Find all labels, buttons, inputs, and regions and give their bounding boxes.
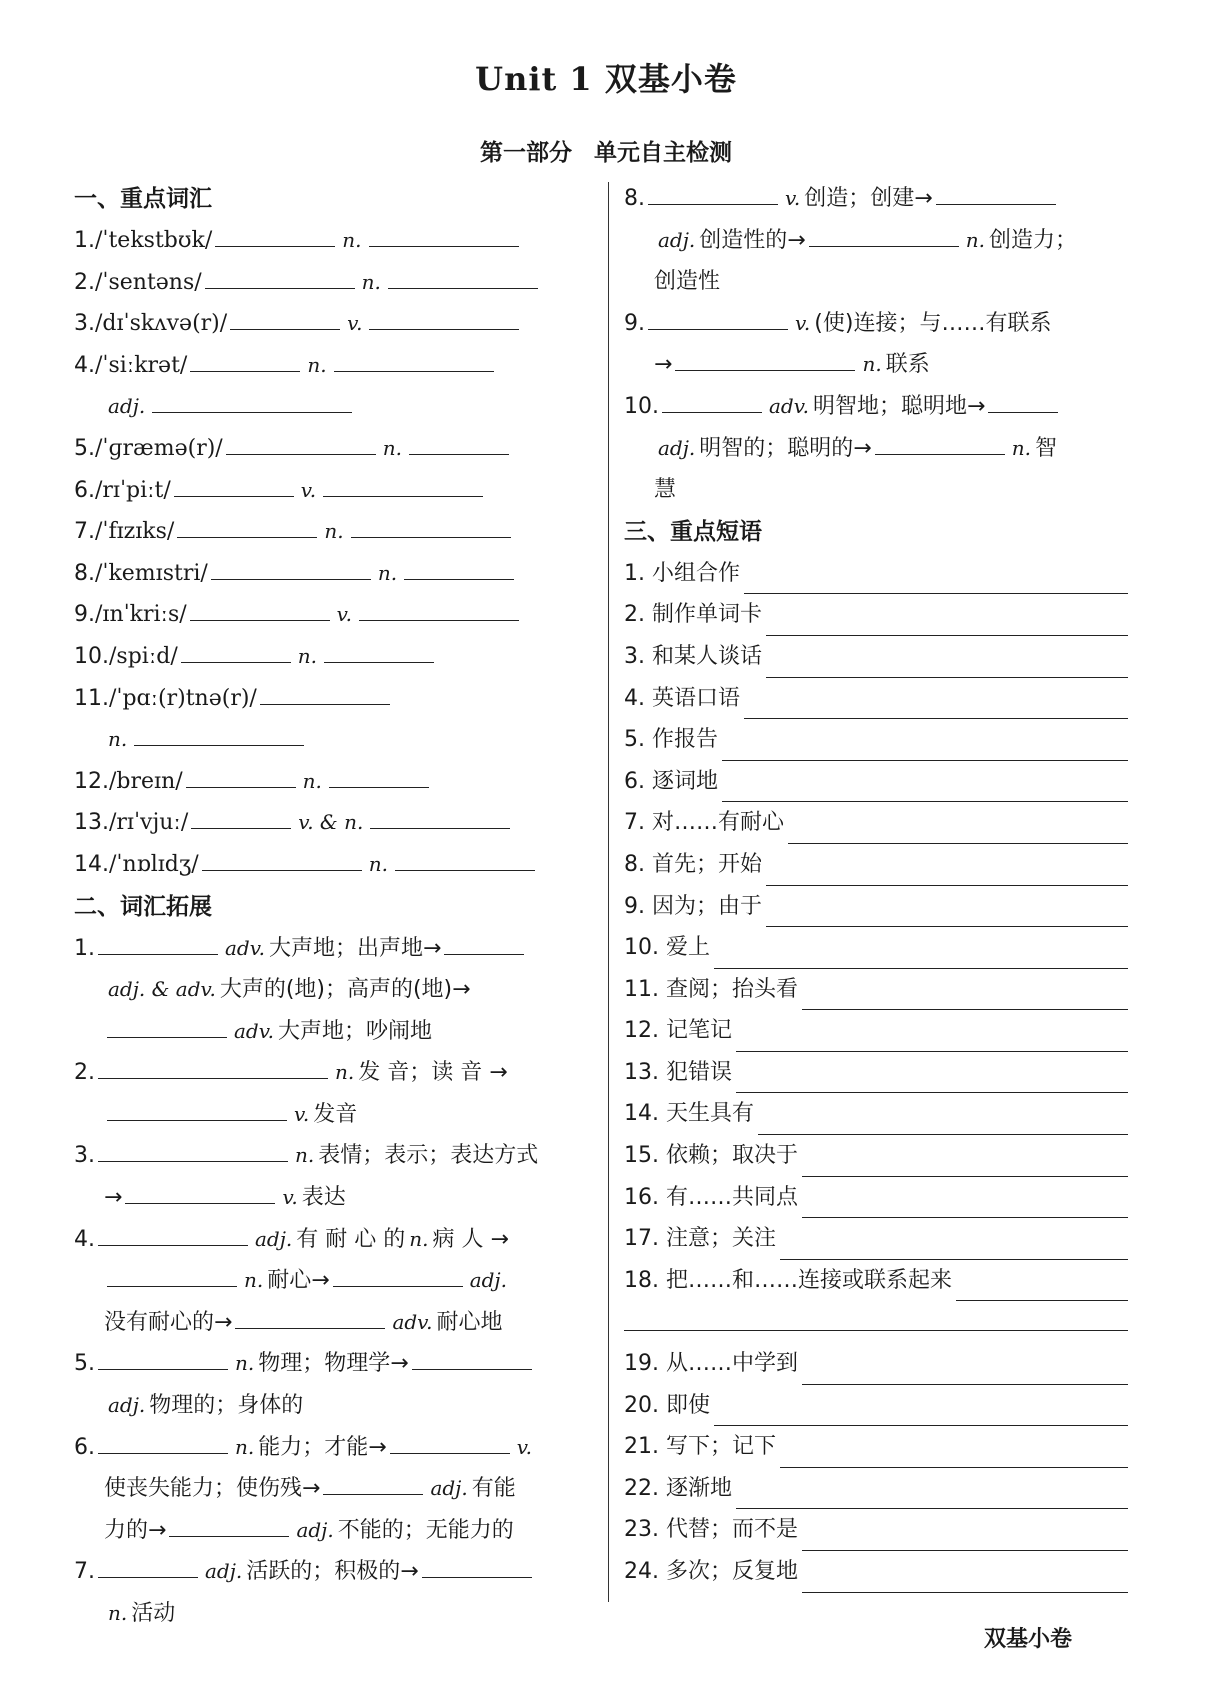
extension-item: 10. adv. 明智地；聪明地→ xyxy=(624,386,1140,428)
part-name: 单元自主检测 xyxy=(594,139,732,166)
answer-blank[interactable] xyxy=(648,305,788,330)
answer-blank[interactable] xyxy=(324,638,434,663)
phrase-label: 8. 首先；开始 xyxy=(624,851,762,877)
answer-blank[interactable] xyxy=(744,692,1128,719)
extension-item-cont: adv. 大声地；吵闹地 xyxy=(74,1011,594,1053)
answer-blank[interactable] xyxy=(422,1553,532,1578)
answer-blank[interactable] xyxy=(780,1233,1128,1260)
phrase-label: 6. 逐词地 xyxy=(624,768,718,794)
extension-item-cont: → v. 表达 xyxy=(74,1177,594,1219)
answer-blank[interactable] xyxy=(744,567,1128,594)
answer-blank[interactable] xyxy=(662,388,762,413)
answer-blank[interactable] xyxy=(648,180,778,205)
answer-blank[interactable] xyxy=(624,1330,1128,1331)
phrase-label: 18. 把……和……连接或联系起来 xyxy=(624,1267,952,1293)
phrase-item xyxy=(624,1509,1140,1551)
phrase-item xyxy=(624,1551,1140,1593)
answer-blank[interactable] xyxy=(174,472,294,497)
answer-blank[interactable] xyxy=(177,513,317,538)
answer-blank[interactable] xyxy=(107,1013,227,1038)
phrase-item xyxy=(624,678,1140,720)
phrase-label: 10. 爱上 xyxy=(624,935,710,961)
extension-item: 7. adj. 活跃的；积极的→ xyxy=(74,1551,594,1593)
phrase-label: 15. 依赖；取决于 xyxy=(624,1143,798,1169)
answer-blank[interactable] xyxy=(369,222,519,247)
answer-blank[interactable] xyxy=(675,346,855,371)
phrase-item xyxy=(624,1260,1140,1302)
column-divider xyxy=(608,182,609,1602)
phrase-item xyxy=(624,1468,1140,1510)
answer-blank[interactable] xyxy=(215,222,335,247)
answer-blank[interactable] xyxy=(98,930,218,955)
footer-label: 双基小卷 xyxy=(984,1627,1073,1652)
phrase-label: 13. 犯错误 xyxy=(624,1059,732,1085)
section-heading-vocabulary: 一、重点词汇 xyxy=(74,186,212,212)
vocab-item: 10./spiːd/ n. xyxy=(74,636,594,678)
phrase-label: 5. 作报告 xyxy=(624,727,718,753)
extension-item: 1. adv. 大声地；出声地→ xyxy=(74,928,594,970)
phrase-item-cont xyxy=(624,1301,1140,1343)
phrase-item xyxy=(624,594,1140,636)
answer-blank[interactable] xyxy=(351,513,511,538)
phrase-item xyxy=(624,1385,1140,1427)
extension-item: 8. v. 创造；创建→ xyxy=(624,178,1140,220)
answer-blank[interactable] xyxy=(412,1345,532,1370)
vocab-item: 5./ˈɡræmə(r)/ n. xyxy=(74,428,594,470)
answer-blank[interactable] xyxy=(758,1108,1128,1135)
vocab-item-cont: adj. xyxy=(74,386,594,428)
extension-item-cont: adj. 创造性的→ n. 创造力； xyxy=(624,220,1140,262)
answer-blank[interactable] xyxy=(788,817,1128,844)
answer-blank[interactable] xyxy=(404,555,514,580)
phrase-label: 21. 写下；记下 xyxy=(624,1434,776,1460)
answer-blank[interactable] xyxy=(780,1441,1128,1468)
phrase-item xyxy=(624,802,1140,844)
phrase-label: 4. 英语口语 xyxy=(624,685,740,711)
answer-blank[interactable] xyxy=(334,347,494,372)
answer-blank[interactable] xyxy=(956,1274,1128,1301)
answer-blank[interactable] xyxy=(390,1429,510,1454)
answer-blank[interactable] xyxy=(107,1262,237,1287)
phrase-item xyxy=(624,927,1140,969)
vocab-item: 2./ˈsentəns/ n. xyxy=(74,262,594,304)
phrase-label: 9. 因为；由于 xyxy=(624,893,762,919)
extension-item: 2. n. 发 音；读 音 → xyxy=(74,1052,594,1094)
answer-blank[interactable] xyxy=(152,388,352,413)
answer-blank[interactable] xyxy=(802,1566,1128,1593)
section-heading-key-phrases: 三、重点短语 xyxy=(624,518,762,545)
part-label: 第一部分 xyxy=(480,139,572,166)
answer-blank[interactable] xyxy=(323,472,483,497)
extension-item-cont: adj. 物理的；身体的 xyxy=(108,1393,304,1419)
extension-item-cont: 创造性 xyxy=(654,269,721,295)
phrase-item xyxy=(624,1052,1140,1094)
phrase-item xyxy=(624,1093,1140,1135)
phrase-item xyxy=(624,719,1140,761)
phrase-item xyxy=(624,1343,1140,1385)
answer-blank[interactable] xyxy=(802,1524,1128,1551)
extension-item: 5. n. 物理；物理学→ xyxy=(74,1343,594,1385)
answer-blank[interactable] xyxy=(359,596,519,621)
phrase-label: 17. 注意；关注 xyxy=(624,1226,776,1252)
phrase-item xyxy=(624,1426,1140,1468)
phrase-label: 12. 记笔记 xyxy=(624,1018,732,1044)
vocab-item: 11./ˈpɑː(r)tnə(r)/ xyxy=(74,678,594,720)
answer-blank[interactable] xyxy=(107,1096,287,1121)
phrase-label: 11. 查阅；抬头看 xyxy=(624,976,798,1002)
answer-blank[interactable] xyxy=(190,347,300,372)
phrase-label: 22. 逐渐地 xyxy=(624,1475,732,1501)
section-heading-word-extension: 二、词汇拓展 xyxy=(74,893,212,920)
extension-item-cont: v. 发音 xyxy=(74,1094,594,1136)
answer-blank[interactable] xyxy=(369,305,519,330)
phrase-label: 24. 多次；反复地 xyxy=(624,1559,798,1584)
answer-blank[interactable] xyxy=(388,264,538,289)
vocab-item: 13./rɪˈvjuː/ v. & n. xyxy=(74,802,594,844)
answer-blank[interactable] xyxy=(736,1066,1128,1093)
answer-blank[interactable] xyxy=(98,1054,328,1079)
answer-blank[interactable] xyxy=(191,804,291,829)
answer-blank[interactable] xyxy=(98,1345,228,1370)
answer-blank[interactable] xyxy=(181,638,291,663)
answer-blank[interactable] xyxy=(205,264,355,289)
answer-blank[interactable] xyxy=(190,596,330,621)
answer-blank[interactable] xyxy=(395,846,535,871)
extension-item-cont: 慧 xyxy=(654,477,677,503)
left-column xyxy=(74,178,594,1635)
answer-blank[interactable] xyxy=(802,1358,1128,1385)
answer-blank[interactable] xyxy=(936,180,1056,205)
part-heading xyxy=(0,134,1212,167)
phrase-label: 1. 小组合作 xyxy=(624,560,740,586)
answer-blank[interactable] xyxy=(802,1191,1128,1218)
answer-blank[interactable] xyxy=(809,222,959,247)
answer-blank[interactable] xyxy=(134,721,304,746)
answer-blank[interactable] xyxy=(766,900,1128,927)
answer-blank[interactable] xyxy=(370,804,510,829)
answer-blank[interactable] xyxy=(235,1304,385,1329)
phrase-item xyxy=(624,969,1140,1011)
extension-item-cont: 力的→ adj. 不能的；无能力的 xyxy=(74,1510,594,1552)
answer-blank[interactable] xyxy=(323,1470,423,1495)
right-column xyxy=(624,178,1140,1593)
phrase-item xyxy=(624,886,1140,928)
phrase-item xyxy=(624,1010,1140,1052)
extension-item: 3. n. 表情；表示；表达方式 xyxy=(74,1135,594,1177)
answer-blank[interactable] xyxy=(766,609,1128,636)
phrase-label: 20. 即使 xyxy=(624,1392,710,1418)
answer-blank[interactable] xyxy=(260,680,390,705)
page-title: Unit 1 双基小卷 xyxy=(475,60,737,98)
extension-item: 4. adj. 有 耐 心 的 n. 病 人 → xyxy=(74,1219,594,1261)
extension-item-cont: adj. 明智的；聪明的→ n. 智 xyxy=(624,428,1140,470)
answer-blank[interactable] xyxy=(736,1025,1128,1052)
phrase-item xyxy=(624,553,1140,595)
vocab-item: 9./ɪnˈkriːs/ v. xyxy=(74,594,594,636)
extension-item: 9. v. (使)连接；与……有联系 xyxy=(624,303,1140,345)
vocab-item: 7./ˈfɪzɪks/ n. xyxy=(74,511,594,553)
answer-blank[interactable] xyxy=(766,651,1128,678)
phrase-label: 23. 代替；而不是 xyxy=(624,1517,798,1543)
phrase-item xyxy=(624,636,1140,678)
answer-blank[interactable] xyxy=(333,1262,463,1287)
extension-item-cont: n. 耐心→ adj. xyxy=(74,1260,594,1302)
extension-item-cont: → n. 联系 xyxy=(624,344,1140,386)
vocab-item: 1./ˈtekstbʊk/ n. xyxy=(74,220,594,262)
answer-blank[interactable] xyxy=(714,942,1128,969)
phrase-item xyxy=(624,844,1140,886)
vocab-item: 6./rɪˈpiːt/ v. xyxy=(74,470,594,512)
answer-blank[interactable] xyxy=(736,1482,1128,1509)
phrase-item xyxy=(624,1135,1140,1177)
extension-item-cont: adj. & adv. 大声的(地)；高声的(地)→ xyxy=(108,977,471,1003)
answer-blank[interactable] xyxy=(226,430,376,455)
phrase-label: 16. 有……共同点 xyxy=(624,1184,798,1210)
vocab-item-cont: n. xyxy=(74,719,594,761)
phrase-label: 3. 和某人谈话 xyxy=(624,643,762,669)
vocab-item: 14./ˈnɒlɪdʒ/ n. xyxy=(74,844,594,886)
answer-blank[interactable] xyxy=(98,1429,228,1454)
vocab-item: 3./dɪˈskʌvə(r)/ v. xyxy=(74,303,594,345)
extension-item-cont: 没有耐心的→ adv. 耐心地 xyxy=(74,1302,594,1344)
answer-blank[interactable] xyxy=(125,1179,275,1204)
phrase-item xyxy=(624,1177,1140,1219)
phrase-item xyxy=(624,761,1140,803)
answer-blank[interactable] xyxy=(802,983,1128,1010)
answer-blank[interactable] xyxy=(202,846,362,871)
answer-blank[interactable] xyxy=(169,1512,289,1537)
answer-blank[interactable] xyxy=(766,859,1128,886)
vocab-item: 4./ˈsiːkrət/ n. xyxy=(74,345,594,387)
phrase-label: 14. 天生具有 xyxy=(624,1101,754,1127)
answer-blank[interactable] xyxy=(722,734,1128,761)
phrase-label: 19. 从……中学到 xyxy=(624,1351,798,1377)
answer-blank[interactable] xyxy=(329,763,429,788)
answer-blank[interactable] xyxy=(722,775,1128,802)
answer-blank[interactable] xyxy=(230,305,340,330)
answer-blank[interactable] xyxy=(988,388,1058,413)
phrase-item xyxy=(624,1218,1140,1260)
phrase-list xyxy=(624,553,1140,1593)
answer-blank[interactable] xyxy=(875,430,1005,455)
extension-item: 6. n. 能力；才能→ v. xyxy=(74,1427,594,1469)
extension-item-cont: 使丧失能力；使伤残→ adj. 有能 xyxy=(74,1468,594,1510)
footer-brand xyxy=(930,1622,1212,1666)
answer-blank[interactable] xyxy=(211,555,371,580)
phrase-label: 2. 制作单词卡 xyxy=(624,602,762,628)
extension-item-cont: n. 活动 xyxy=(108,1601,176,1626)
answer-blank[interactable] xyxy=(186,763,296,788)
vocab-item: 12./breɪn/ n. xyxy=(74,761,594,803)
answer-blank[interactable] xyxy=(802,1150,1128,1177)
vocab-item: 8./ˈkemɪstri/ n. xyxy=(74,553,594,595)
answer-blank[interactable] xyxy=(444,930,524,955)
phrase-label: 7. 对……有耐心 xyxy=(624,810,784,836)
answer-blank[interactable] xyxy=(98,1221,248,1246)
answer-blank[interactable] xyxy=(98,1137,288,1162)
answer-blank[interactable] xyxy=(409,430,509,455)
answer-blank[interactable] xyxy=(98,1553,198,1578)
answer-blank[interactable] xyxy=(714,1399,1128,1426)
